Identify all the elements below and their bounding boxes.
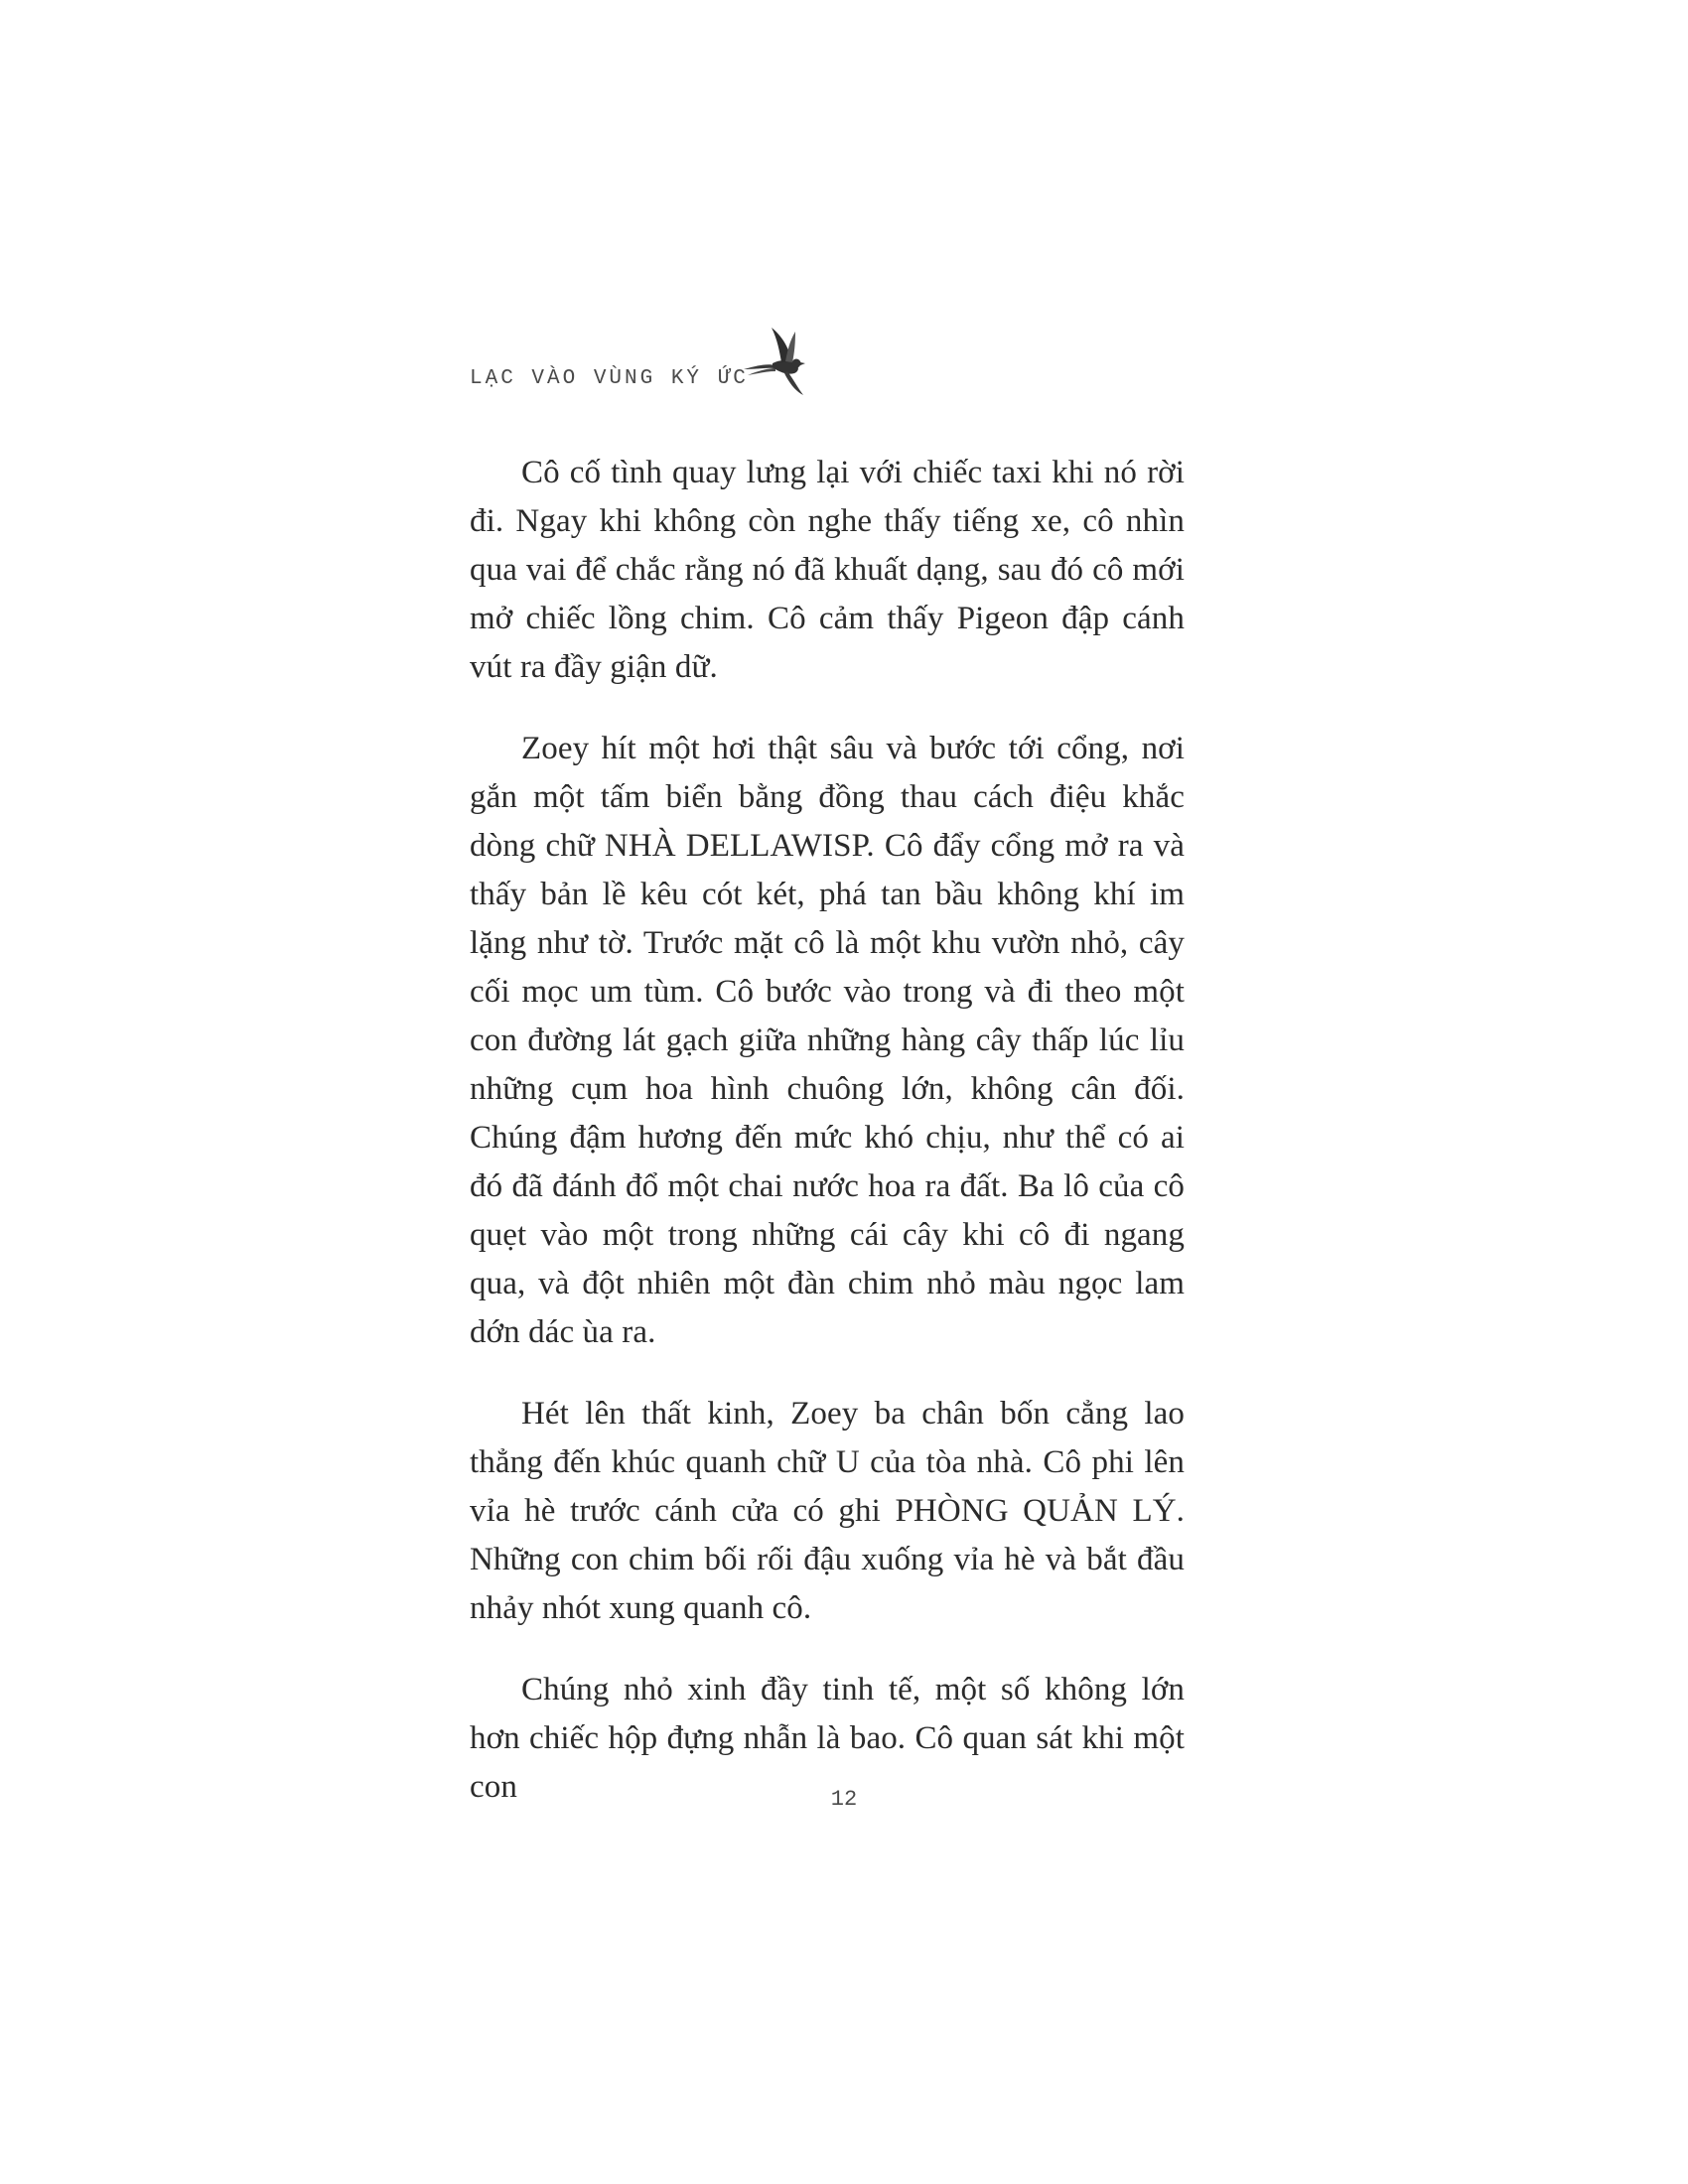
paragraph-4: Chúng nhỏ xinh đầy tinh tế, một số không lớn hơn chiếc hộp đựng nhẫn là bao. Cô quan sát khi một con <box>470 1672 1185 1805</box>
paragraph-1: Cô cố tình quay lưng lại với chiếc taxi khi nó rời đi. Ngay khi không còn nghe thấy tiếng xe, cô nhìn qua vai để chắc rằng nó đã khuất dạng, sau đó cô mới mở chiếc lồng chim. Cô cảm thấy Pigeon đập cánh vút ra đầy giận dữ. <box>470 455 1185 685</box>
running-head <box>470 349 807 409</box>
running-title: LẠC VÀO VÙNG KÝ ỨC <box>470 367 749 390</box>
bird-icon <box>740 326 813 397</box>
body-text <box>470 449 1185 1844</box>
page-number: 12 <box>830 1787 858 1812</box>
paragraph-2: Zoey hít một hơi thật sâu và bước tới cổng, nơi gắn một tấm biển bằng đồng thau cách điệu khắc dòng chữ NHÀ DELLAWISP. Cô đẩy cổng mở ra và thấy bản lề kêu cót két, phá tan bầu không khí im lặng như tờ. Trước mặt cô là một khu vườn nhỏ, cây cối mọc um tùm. Cô bước vào trong và đi theo một con đường lát gạch giữa những hàng cây thấp lúc lỉu những cụm hoa hình chuông lớn, không cân đối. Chúng đậm hương đến mức khó chịu, như thể có ai đó đã đánh đổ một chai nước hoa ra đất. Ba lô của cô quẹt vào một trong những cái cây khi cô đi ngang qua, và đột nhiên một đàn chim nhỏ màu ngọc lam dớn dác ùa ra. <box>470 731 1185 1350</box>
paragraph-3: Hét lên thất kinh, Zoey ba chân bốn cẳng lao thẳng đến khúc quanh chữ U của tòa nhà. Cô phi lên vỉa hè trước cánh cửa có ghi PHÒNG QUẢN LÝ. Những con chim bối rối đậu xuống vỉa hè và bắt đầu nhảy nhót xung quanh cô. <box>470 1396 1185 1626</box>
